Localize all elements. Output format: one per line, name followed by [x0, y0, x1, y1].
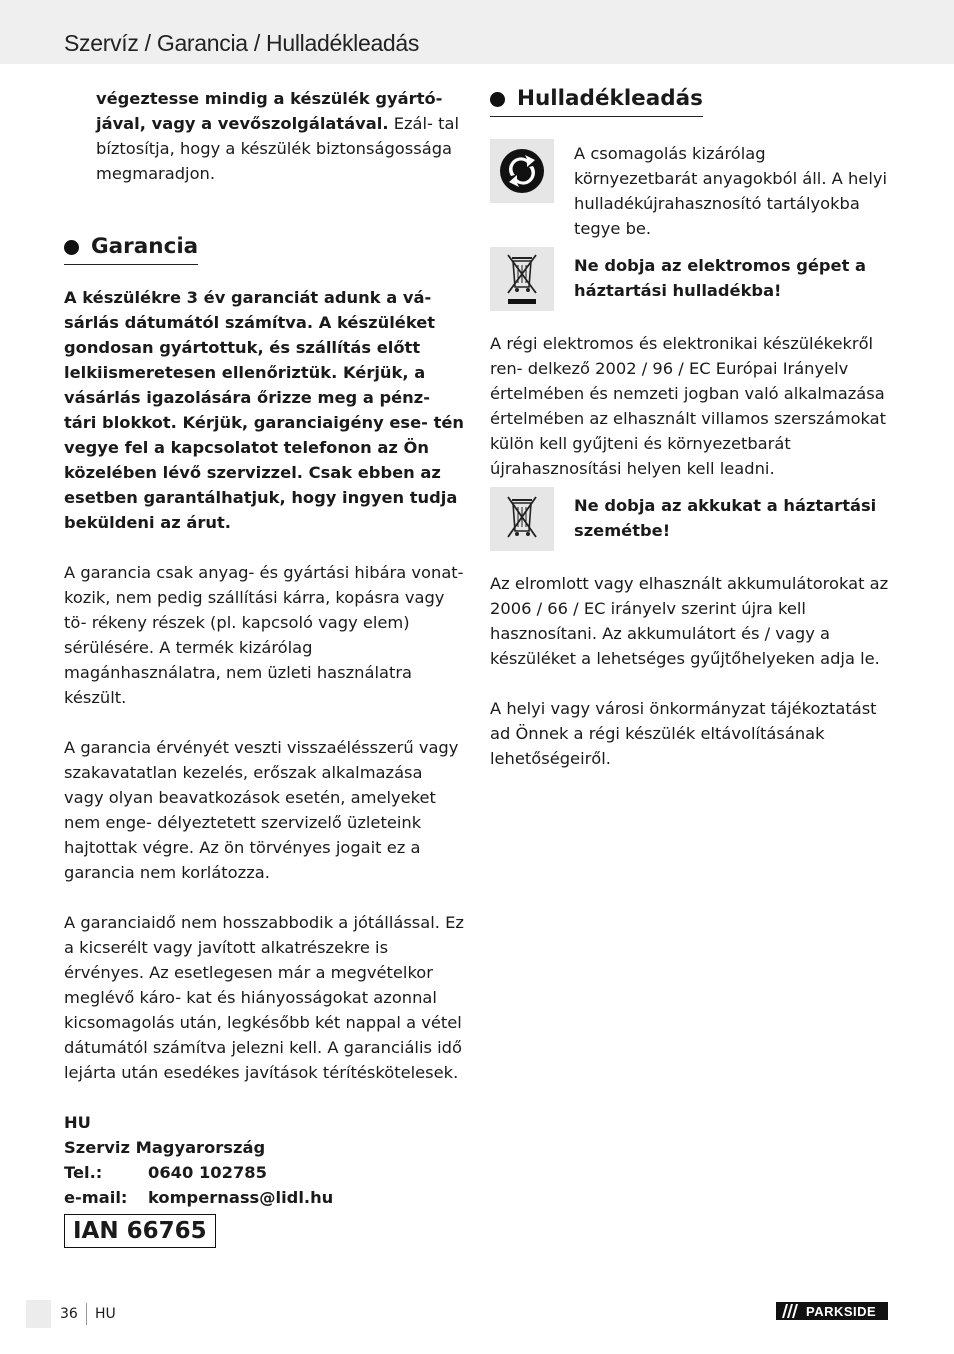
contact-service-name: Szerviz Magyarország — [64, 1138, 266, 1157]
contact-tel-value: 0640 102785 — [148, 1163, 267, 1182]
battery-row — [490, 487, 890, 551]
service-contact — [64, 1110, 464, 1210]
contact-tel-row — [64, 1160, 464, 1185]
hulladekleadas-heading — [490, 84, 703, 117]
parkside-logo — [776, 1302, 888, 1320]
page-number: 36 — [60, 1306, 78, 1322]
local-authority-text: A helyi vagy városi önkormányzat tájékoztatást ad Önnek a régi készülék eltávolításának lehetőségeiről. — [490, 699, 877, 768]
weee-warning: Ne dobja az elektromos gépet a háztartási hulladékba! — [574, 256, 867, 300]
contact-email-label: e-mail: — [64, 1188, 128, 1207]
garancia-paragraph-3: A garanciaidő nem hosszabbodik a jótállással. Ez a kicserélt vagy javított alkatrészekre is érvényes. Az esetlegesen már a megvételkor meglévő káro- kat és hiányosságokat azonnal kicsomagolás után, legkésőbb két nappal a vétel dátumától számítva jelezni kell. A garanciális idő lejárta után esedékes javítások térítéskötelesek. — [64, 913, 464, 1082]
weee-text: A régi elektromos és elektronikai készülékekről ren- delkező 2002 / 96 / EC Európai Irányelv értelmében és nemzeti jogban való alkalmazása értelmében az elhasznált villamos szerszámokat külön kell gyűjteni és környezetbarát újrahasznosítási helyen kell leadni. — [490, 334, 887, 478]
garancia-paragraph-1: A garancia csak anyag- és gyártási hibára vonat- kozik, nem pedig szállítási kárra, kopásra vagy tö- rékeny részek (pl. kapcsoló vagy elem) sérülésére. A termék kizárólag magánhasználatra, nem üzleti használatra készült. — [64, 563, 464, 707]
brand-name: PARKSIDE — [806, 1303, 877, 1319]
crossed-out-battery-bin-icon — [490, 487, 554, 551]
contact-tel-label: Tel.: — [64, 1163, 103, 1182]
intro-text: Ezál- tal bíztosítja, hogy a készülék biztonságossága megmaradjon. — [96, 114, 459, 183]
ian-number-box: IAN 66765 — [64, 1214, 216, 1248]
green-dot-recycle-icon — [490, 139, 554, 203]
battery-text: Az elromlott vagy elhasznált akkumulátorokat az 2006 / 66 / EC irányelv szerint újra kell hasznosítani. Az akkumulátort és / vagy a készüléket a lehetséges gyűjtőhelyeken adja le. — [490, 574, 889, 668]
footer-language: HU — [95, 1306, 116, 1322]
weee-row — [490, 247, 890, 311]
recycle-row — [490, 139, 890, 241]
garancia-heading — [64, 232, 198, 265]
contact-email-value: kompernass@lidl.hu — [148, 1188, 334, 1207]
bullet-icon — [490, 92, 505, 107]
battery-warning: Ne dobja az akkukat a háztartási szemétbe! — [574, 496, 877, 540]
contact-country: HU — [64, 1113, 91, 1132]
contact-email-row — [64, 1185, 464, 1210]
footer-page-box — [26, 1300, 51, 1328]
page-header — [0, 0, 954, 64]
logo-stripes-icon — [776, 1302, 806, 1320]
page-title: Szervíz / Garancia / Hulladékleadás — [64, 30, 420, 56]
garancia-heading-label: Garancia — [91, 234, 199, 259]
footer-divider — [86, 1303, 87, 1325]
garancia-paragraph-2: A garancia érvényét veszti visszaélésszerű vagy szakavatatlan kezelés, erőszak alkalmazása vagy olyan beavatkozások esetén, amelyeket nem enge- délyeztetett szervizelő üzleteink hajtottak végre. Az ön törvényes jogait ez a garancia nem korlátozza. — [64, 738, 459, 882]
intro-bold-text: végeztesse mindig a készülék gyártó- jával, vagy a vevőszolgálatával. — [96, 89, 443, 133]
recycle-text: A csomagolás kizárólag környezetbarát anyagokból áll. A helyi hulladékújrahasznosító tartályokba tegye be. — [574, 144, 888, 238]
hulladekleadas-heading-label: Hulladékleadás — [517, 86, 703, 111]
right-column — [490, 84, 890, 771]
intro-paragraph — [64, 86, 464, 186]
left-column — [64, 86, 464, 1248]
crossed-out-bin-icon — [490, 247, 554, 311]
garancia-bold-paragraph: A készülékre 3 év garanciát adunk a vá- sárlás dátumától számítva. A készüléket gondosan gyártottuk, és szállítás előtt lelkiismeretesen ellenőriztük. Kérjük, a vásárlás igazolására őrizze meg a pénz- tári blokkot. Kérjük, garanciaigény ese- tén vegye fel a kapcsolatot telefonon az Ön közelében lévő szervizzel. Csak ebben az esetben garantálhatjuk, hogy ingyen tudja beküldeni az árut. — [64, 288, 464, 532]
bullet-icon — [64, 240, 79, 255]
